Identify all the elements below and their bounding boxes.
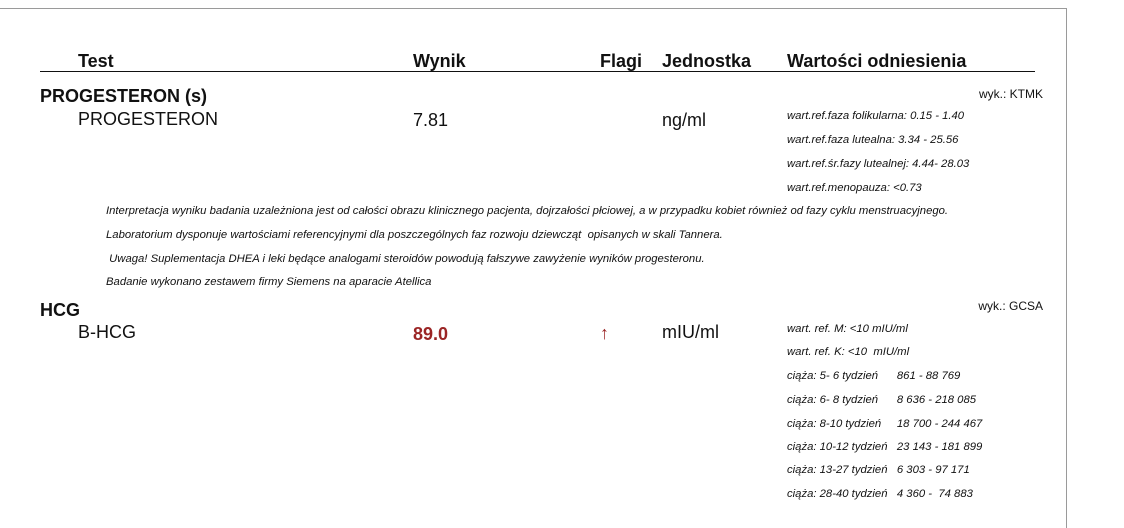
reference-line: wart.ref.menopauza: <0.73 [787,182,922,194]
note-line: Uwaga! Suplementacja DHEA i leki będące analogami steroidów powodują fałszywe zawyżenie wyników progesteronu. [106,253,705,265]
flag-high-arrow-icon: ↑ [600,323,609,343]
reference-line: ciąża: 13-27 tydzień 6 303 - 97 171 [787,464,970,476]
unit-progesteron: ng/ml [662,110,707,130]
reference-line: wart.ref.faza lutealna: 3.34 - 25.56 [787,134,959,146]
reference-line: ciąża: 5- 6 tydzień 861 - 88 769 [787,370,961,382]
header-unit: Jednostka [662,51,752,71]
reference-line: ciąża: 10-12 tydzień 23 143 - 181 899 [787,441,983,453]
result-bhcg: 89.0 [413,324,449,344]
unit-bhcg: mIU/ml [662,322,719,342]
performed-by-progesteron: wyk.: KTMK [978,87,1043,101]
reference-line: ciąża: 28-40 tydzień 4 360 - 74 883 [787,488,973,500]
test-name-progesteron: PROGESTERON [78,109,219,129]
note-line: Laboratorium dysponuje wartościami referencyjnymi dla poszczególnych faz rozwoju dziewcząt opisanych w skali Tannera. [106,229,723,241]
reference-line: wart.ref.śr.fazy lutealnej: 4.44- 28.03 [787,158,970,170]
reference-line: wart. ref. M: <10 mIU/ml [787,323,908,335]
reference-line: ciąża: 6- 8 tydzień 8 636 - 218 085 [787,394,977,406]
section-title-hcg: HCG [40,300,80,320]
header-reference: Wartości odniesienia [787,51,967,71]
header-test: Test [78,51,114,71]
note-line: Badanie wykonano zestawem firmy Siemens na aparacie Atellica [106,276,432,288]
test-name-bhcg: B-HCG [78,322,136,342]
reference-line: ciąża: 8-10 tydzień 18 700 - 244 467 [787,418,983,430]
performed-by-hcg: wyk.: GCSA [978,299,1043,313]
section-title-progesteron: PROGESTERON (s) [40,86,208,106]
reference-line: wart.ref.faza folikularna: 0.15 - 1.40 [787,110,965,122]
reference-line: wart. ref. K: <10 mIU/ml [787,346,910,358]
header-result: Wynik [413,51,466,71]
note-line: Interpretacja wyniku badania uzależniona jest od całości obrazu klinicznego pacjenta, dojrzałości płciowej, a w przypadku kobiet również od fazy cyklu menstruacyjnego. [106,205,949,217]
header-underline [40,71,1035,72]
header-flags: Flagi [600,51,643,71]
result-progesteron: 7.81 [413,110,449,130]
